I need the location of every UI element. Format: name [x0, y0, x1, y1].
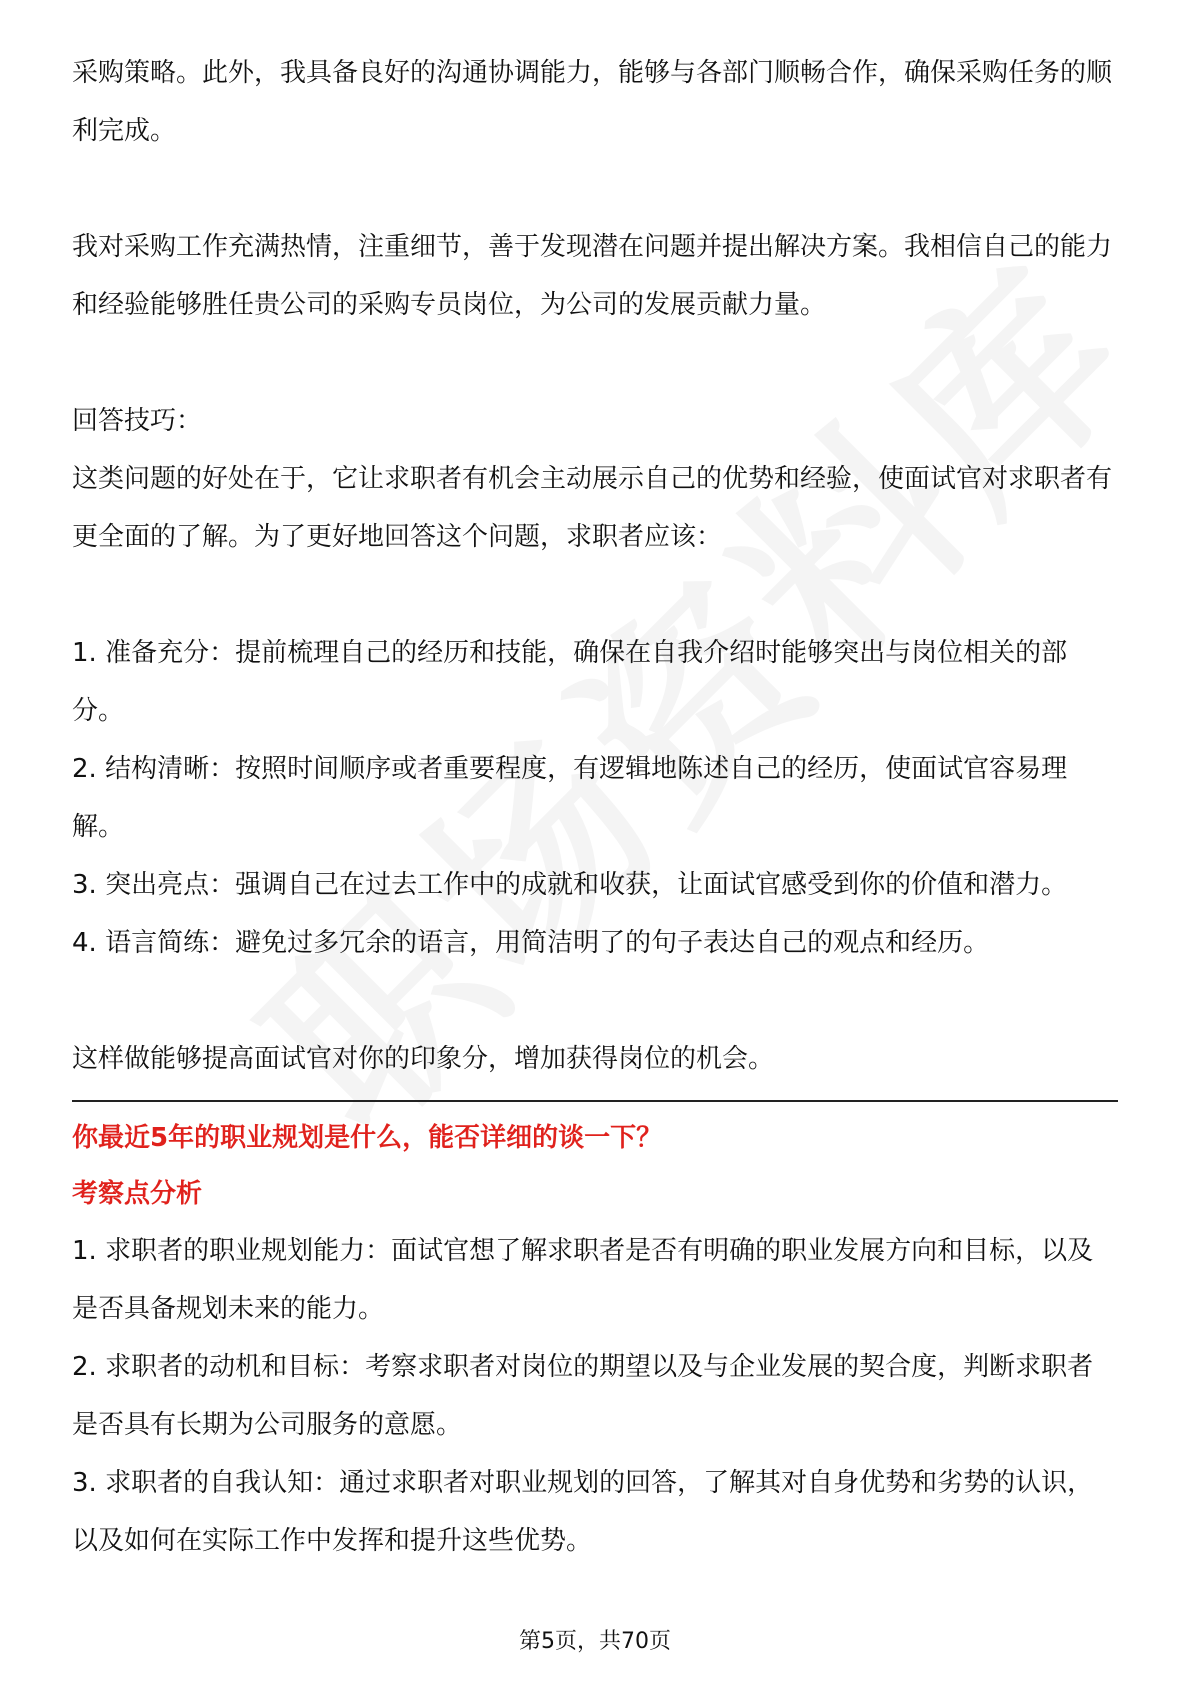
section-divider: [72, 1100, 1118, 1102]
analysis-heading: 考察点分析: [72, 1179, 203, 1209]
paragraph-strategy: 采购策略。此外，我具备良好的沟通协调能力，能够与各部门顺畅合作，确保采购任务的顺利完成。: [72, 58, 1113, 146]
document-body: [72, 44, 1118, 1570]
analysis-item: 3. 求职者的自我认知：通过求职者对职业规划的回答，了解其对自身优势和劣势的认识，以及如何在实际工作中发挥和提升这些优势。: [72, 1468, 1094, 1556]
tip-item: 2. 结构清晰：按照时间顺序或者重要程度，有逻辑地陈述自己的经历，使面试官容易理解。: [72, 754, 1068, 842]
tip-item: 3. 突出亮点：强调自己在过去工作中的成就和收获，让面试官感受到你的价值和潜力。: [72, 870, 1068, 900]
tips-closing: 这样做能够提高面试官对你的印象分，增加获得岗位的机会。: [72, 1044, 775, 1074]
tip-item: 1. 准备充分：提前梳理自己的经历和技能，确保在自我介绍时能够突出与岗位相关的部分。: [72, 638, 1068, 726]
tips-intro: 这类问题的好处在于，它让求职者有机会主动展示自己的优势和经验，使面试官对求职者有更全面的了解。为了更好地回答这个问题，求职者应该：: [72, 464, 1113, 552]
tip-item: 4. 语言简练：避免过多冗余的语言，用简洁明了的句子表达自己的观点和经历。: [72, 928, 990, 958]
analysis-item: 1. 求职者的职业规划能力：面试官想了解求职者是否有明确的职业发展方向和目标，以及是否具备规划未来的能力。: [72, 1236, 1094, 1324]
page-number: 第5页，共70页: [519, 1629, 671, 1654]
paragraph-passion: 我对采购工作充满热情，注重细节，善于发现潜在问题并提出解决方案。我相信自己的能力和经验能够胜任贵公司的采购专员岗位，为公司的发展贡献力量。: [72, 232, 1113, 320]
tips-heading: 回答技巧：: [72, 406, 203, 436]
analysis-item: 2. 求职者的动机和目标：考察求职者对岗位的期望以及与企业发展的契合度，判断求职者是否具有长期为公司服务的意愿。: [72, 1352, 1094, 1440]
question-title: 你最近5年的职业规划是什么，能否详细的谈一下？: [72, 1123, 663, 1153]
